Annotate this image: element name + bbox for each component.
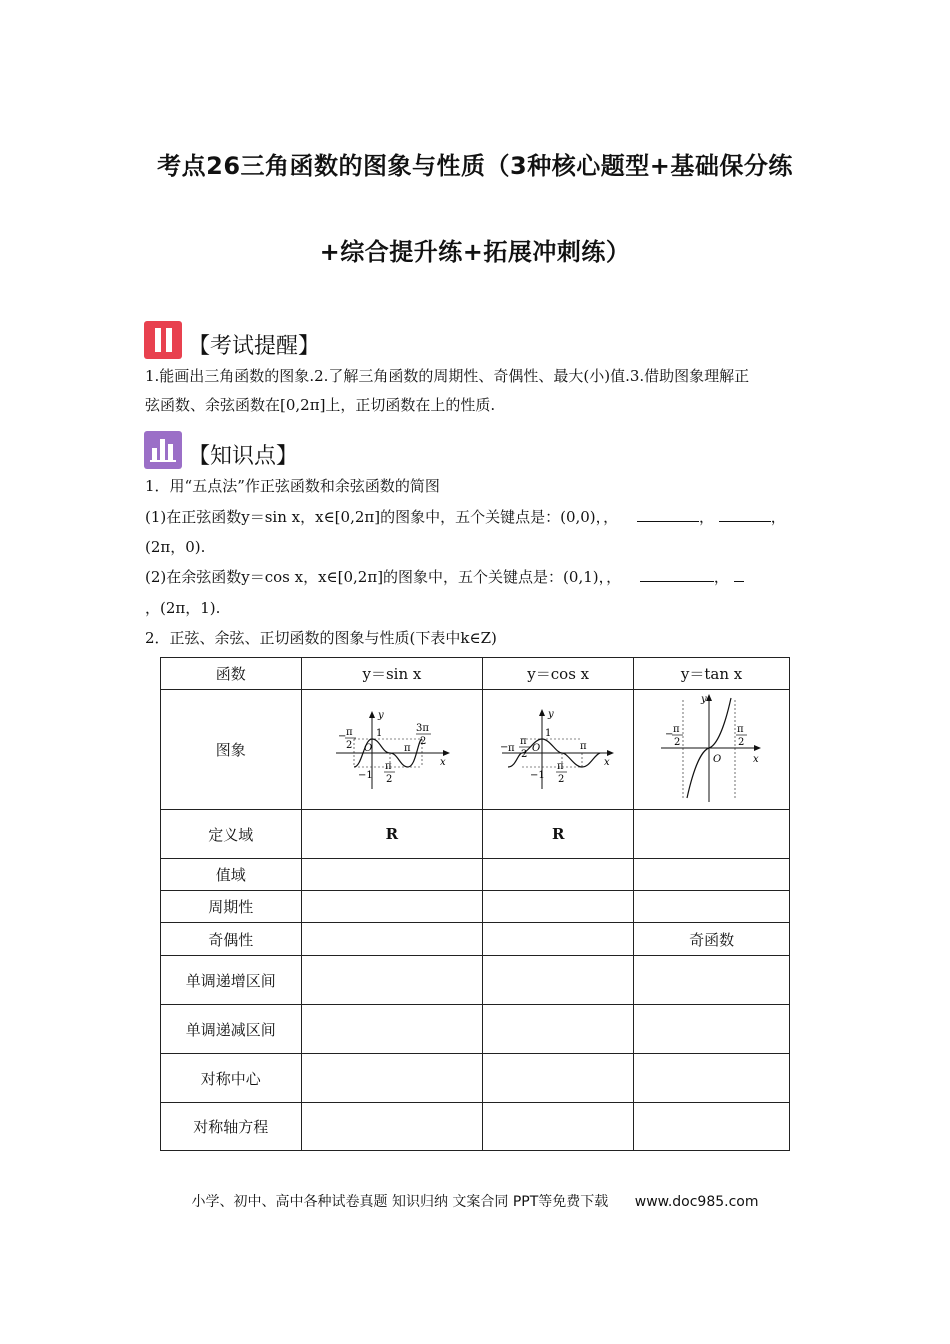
table-header-row (161, 658, 790, 690)
cos-key-points-line: (2)在余弦函数y＝cos x，x∈[0,2π]的图象中，五个关键点是：(0,1)，， ， (145, 566, 744, 588)
table-row (161, 859, 790, 891)
sin-cell[interactable] (301, 891, 483, 923)
cos-cell[interactable] (483, 1054, 634, 1103)
table-row (161, 923, 790, 956)
graph-two-label: 2 (673, 736, 680, 748)
row-label: 周期性 (161, 891, 302, 923)
sin-cell: R (301, 810, 483, 859)
table-row (161, 956, 790, 1005)
header-tan: y＝tan x (634, 658, 790, 690)
sin-graph (332, 705, 452, 791)
graph-pi-label: π (557, 760, 564, 772)
tan-graph-cell (634, 690, 790, 810)
graph-origin-label: O (363, 742, 373, 754)
exam-reminder-heading: 【考试提醒】 (188, 334, 321, 359)
graph-minus-label: − (337, 730, 347, 742)
answer-blank[interactable] (734, 567, 744, 582)
sin-key-points-end: (2π，0). (145, 538, 206, 556)
row-label: 值域 (161, 859, 302, 891)
row-label: 对称轴方程 (161, 1103, 302, 1151)
graph-two-label: 2 (345, 739, 353, 751)
graph-two-label: 2 (737, 736, 744, 748)
tan-cell[interactable] (634, 1005, 790, 1054)
footer-url[interactable]: www.doc985.com (634, 1194, 759, 1210)
graph-one-label: 1 (375, 727, 383, 739)
sin-graph-cell (301, 690, 483, 810)
cos-cell[interactable] (483, 1103, 634, 1151)
graph-pi-label: π (508, 742, 515, 754)
row-label: 图象 (161, 690, 302, 810)
graph-minus-label: − (500, 741, 509, 753)
tan-cell[interactable] (634, 810, 790, 859)
exam-reminder-header (144, 319, 320, 359)
table-row (161, 1103, 790, 1151)
row-label: 对称中心 (161, 1054, 302, 1103)
document-title-line2: +综合提升练+拓展冲刺练） (319, 238, 631, 266)
cos-key-points-end: ，(2π，1). (145, 599, 221, 617)
knowledge-heading: 【知识点】 (188, 444, 299, 469)
table-row (161, 1005, 790, 1054)
cos-cell[interactable] (483, 956, 634, 1005)
sin-cell[interactable] (301, 1054, 483, 1103)
graph-x-label: x (439, 756, 446, 768)
row-label: 定义域 (161, 810, 302, 859)
row-label: 奇偶性 (161, 923, 302, 956)
graph-one-label: 1 (545, 727, 552, 739)
graph-two-label: 2 (558, 773, 565, 785)
cos-graph-cell (483, 690, 634, 810)
answer-blank[interactable] (719, 507, 771, 522)
cos-key-points-text: (2)在余弦函数y＝cos x，x∈[0,2π]的图象中，五个关键点是：(0,1)，， (145, 568, 622, 586)
trig-properties-table (160, 657, 790, 1151)
answer-blank[interactable] (637, 507, 699, 522)
table-row (161, 810, 790, 859)
graph-y-label: y (377, 709, 384, 721)
bar-chart-icon (144, 431, 182, 469)
tan-cell: 奇函数 (634, 923, 790, 956)
graph-three-pi-label: 3π (415, 722, 429, 734)
graph-pi-label: π (403, 742, 411, 754)
graph-pi-label: π (736, 723, 744, 735)
properties-title: 2．正弦、余弦、正切函数的图象与性质(下表中k∈Z) (145, 629, 497, 647)
sin-key-points-text: (1)在正弦函数y＝sin x，x∈[0,2π]的图象中，五个关键点是：(0,0)，， (145, 508, 619, 526)
sin-key-points-line: (1)在正弦函数y＝sin x，x∈[0,2π]的图象中，五个关键点是：(0,0)，， ， ， (145, 508, 786, 526)
tan-cell[interactable] (634, 1103, 790, 1151)
graph-pi-label: π (580, 740, 587, 752)
tan-cell[interactable] (634, 1054, 790, 1103)
graph-pi-label: π (672, 723, 680, 735)
row-label: 单调递减区间 (161, 1005, 302, 1054)
page-footer (0, 1191, 950, 1211)
graph-pi-label: π (520, 735, 527, 747)
document-title-line1: 考点26三角函数的图象与性质（3种核心题型+基础保分练 (157, 152, 793, 180)
cos-cell[interactable] (483, 1005, 634, 1054)
exam-reminder-line2: 弦函数、余弦函数在[0,2π]上，正切函数在上的性质. (145, 396, 496, 414)
graph-two-label: 2 (419, 735, 427, 747)
cos-graph (498, 705, 618, 791)
knowledge-header (144, 429, 298, 469)
table-row (161, 1054, 790, 1103)
graph-neg-one-label: −1 (530, 769, 545, 781)
table-row (161, 891, 790, 923)
graph-origin-label: O (532, 742, 541, 754)
graph-two-label: 2 (521, 748, 528, 760)
cos-cell[interactable] (483, 859, 634, 891)
tan-cell[interactable] (634, 859, 790, 891)
five-point-method-title: 1．用“五点法”作正弦函数和余弦函数的简图 (145, 477, 440, 495)
tan-cell[interactable] (634, 891, 790, 923)
cos-cell: R (483, 810, 634, 859)
answer-blank[interactable] (640, 567, 714, 582)
tan-cell[interactable] (634, 956, 790, 1005)
graph-x-label: x (604, 756, 610, 768)
graph-origin-label: O (712, 753, 721, 765)
tan-graph (657, 692, 767, 804)
sin-cell[interactable] (301, 923, 483, 956)
graph-pi-label: π (345, 726, 353, 738)
sin-cell[interactable] (301, 1005, 483, 1054)
header-sin: y＝sin x (301, 658, 483, 690)
graph-neg-one-label: −1 (357, 769, 373, 781)
sin-cell[interactable] (301, 859, 483, 891)
cos-cell[interactable] (483, 891, 634, 923)
cos-cell[interactable] (483, 923, 634, 956)
graph-minus-label: − (664, 728, 673, 740)
graph-y-label: y (548, 708, 554, 720)
sin-cell[interactable] (301, 1103, 483, 1151)
graph-two-label: 2 (385, 773, 393, 785)
graph-pi-label: π (384, 760, 392, 772)
exam-reminder-line1: 1.能画出三角函数的图象.2.了解三角函数的周期性、奇偶性、最大(小)值.3.借助图象理解正 (145, 367, 750, 385)
graph-x-label: x (752, 753, 759, 765)
header-cos: y＝cos x (483, 658, 634, 690)
table-row (161, 690, 790, 810)
sin-cell[interactable] (301, 956, 483, 1005)
graph-y-label: y (700, 693, 707, 705)
header-function: 函数 (161, 658, 302, 690)
pause-bars-icon (144, 321, 182, 359)
row-label: 单调递增区间 (161, 956, 302, 1005)
footer-text: 小学、初中、高中各种试卷真题 知识归纳 文案合同 PPT等免费下载 (191, 1194, 609, 1210)
